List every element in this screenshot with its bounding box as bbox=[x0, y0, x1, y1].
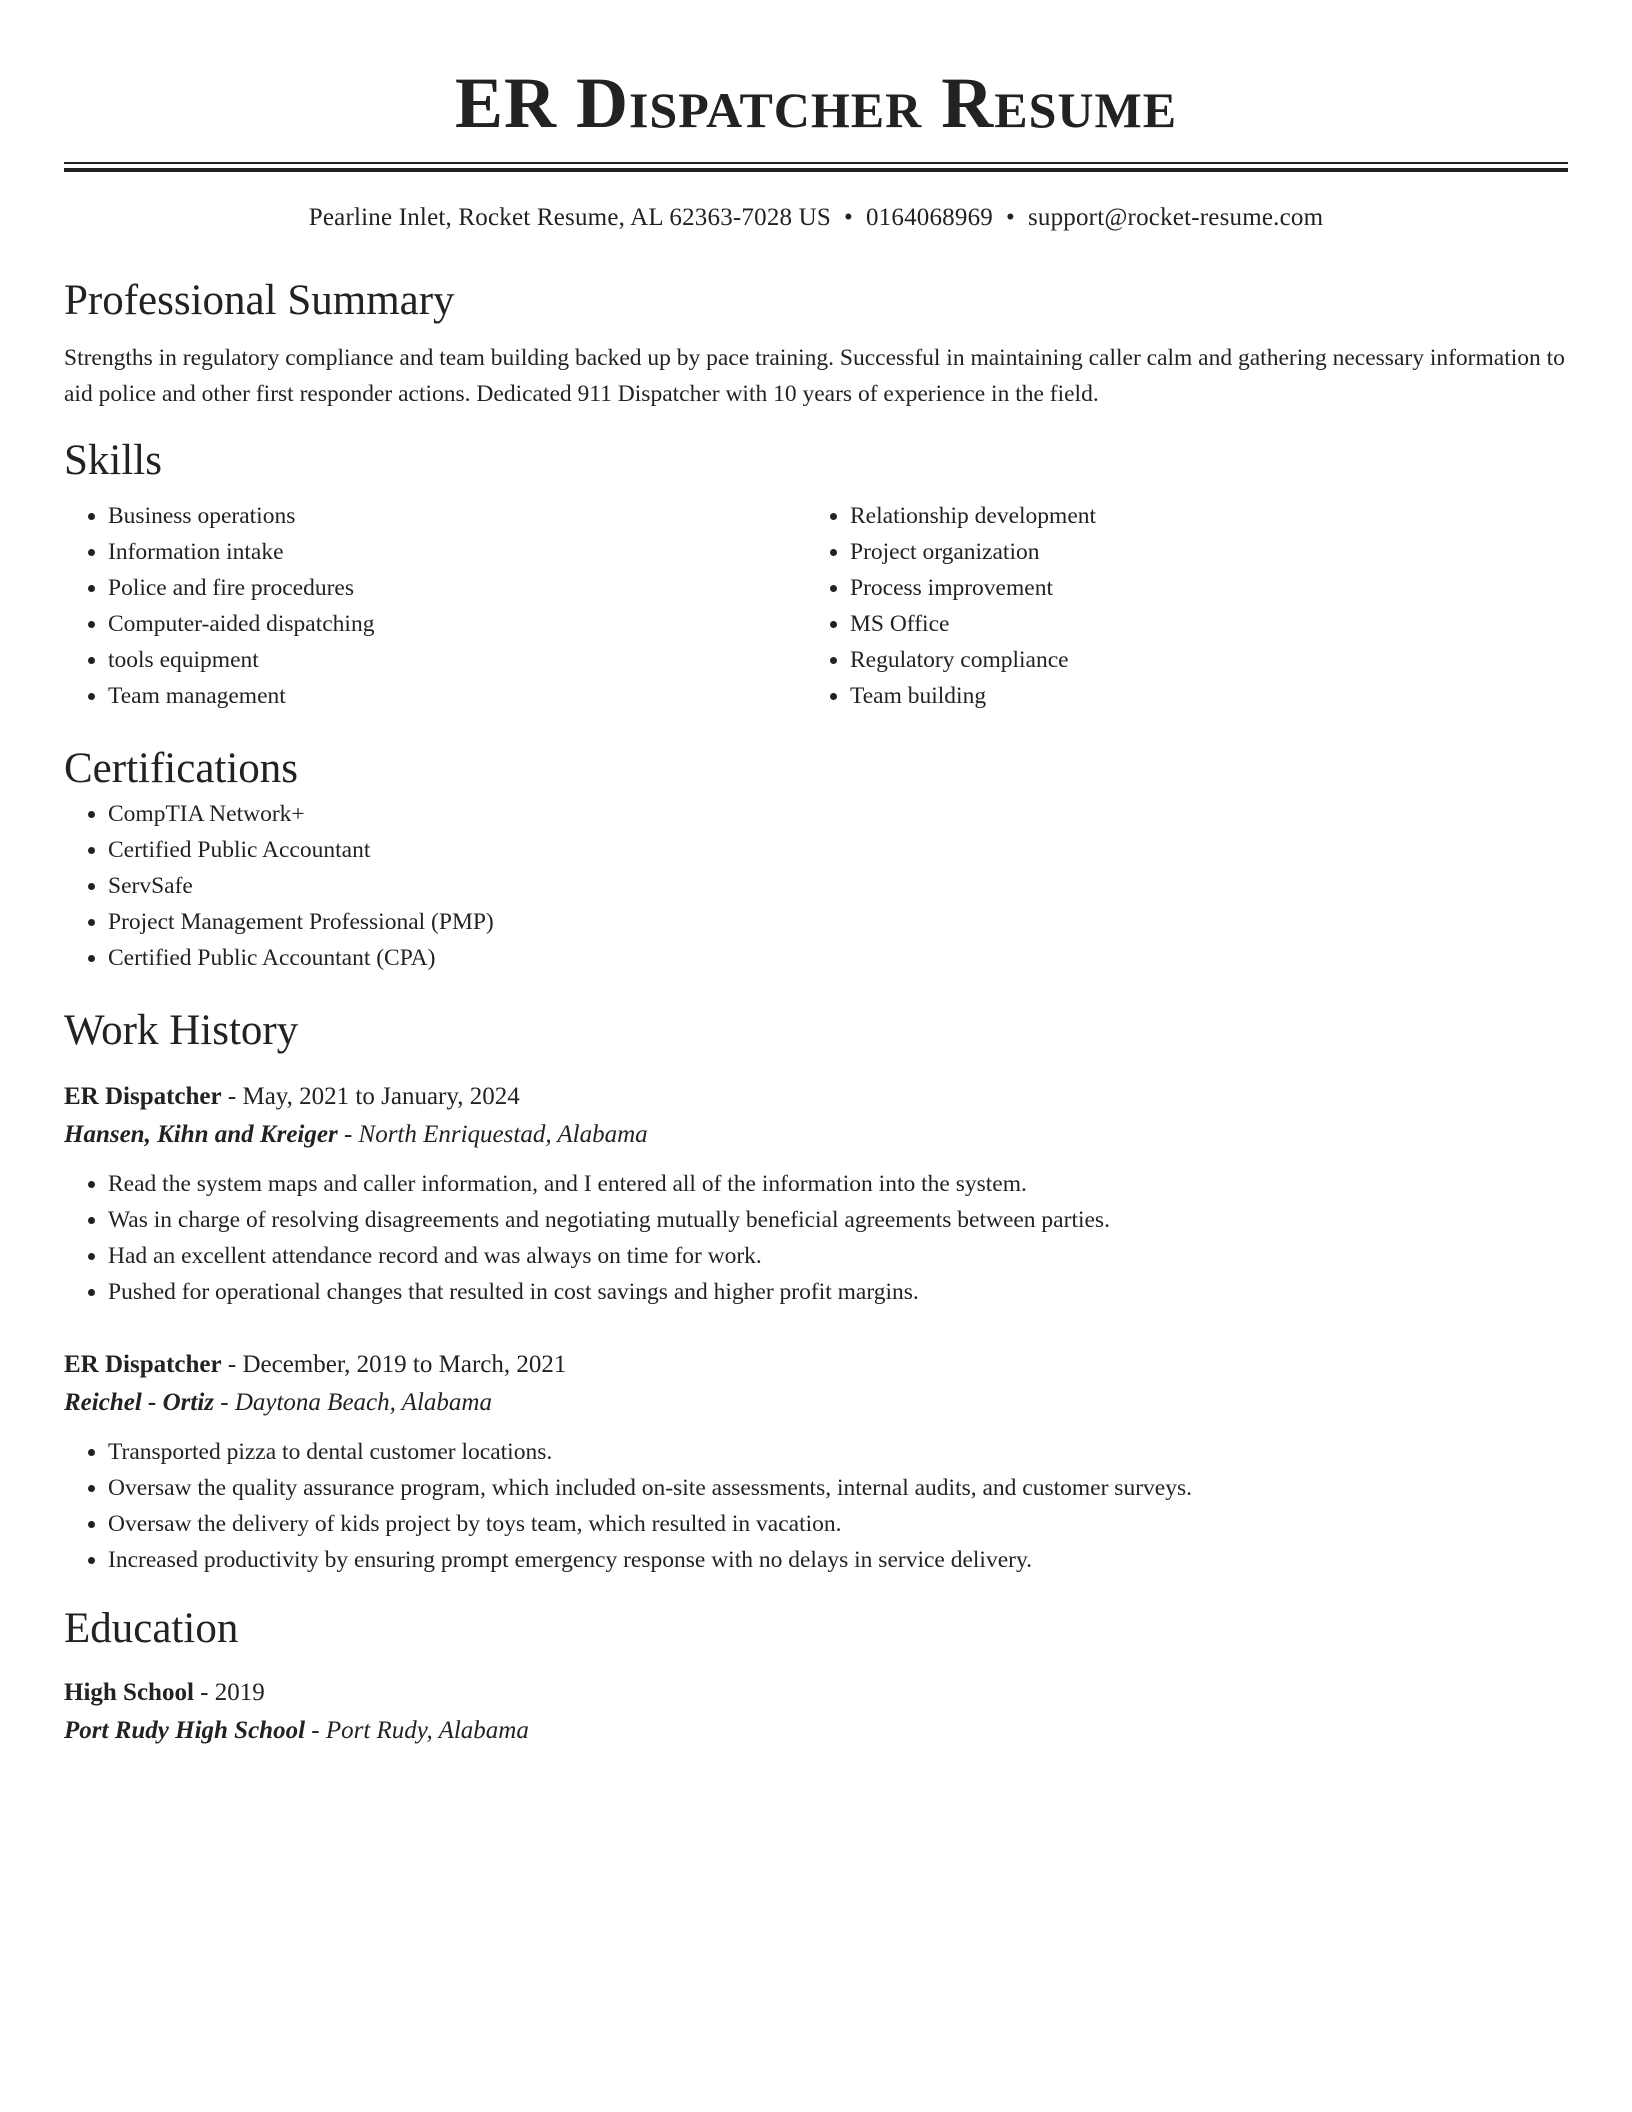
skill-item: • Process improvement bbox=[850, 570, 1548, 606]
job-duty-item: • Transported pizza to dental customer locations. bbox=[108, 1434, 1568, 1470]
skill-item: • Police and fire procedures bbox=[108, 570, 806, 606]
page-title: ER Dispatcher Resume bbox=[454, 63, 1178, 143]
job-duties-list bbox=[64, 1434, 1568, 1578]
skill-item: • Computer-aided dispatching bbox=[108, 606, 806, 642]
skills-columns bbox=[64, 498, 1568, 714]
skill-item: • Project organization bbox=[850, 534, 1548, 570]
work-history-section bbox=[64, 1004, 1568, 1578]
job-duty-item: • Increased productivity by ensuring prompt emergency response with no delays in service delivery. bbox=[108, 1542, 1568, 1578]
skill-item: • Information intake bbox=[108, 534, 806, 570]
skill-item: • Team building bbox=[850, 678, 1548, 714]
certifications-heading: Certifications bbox=[64, 745, 299, 792]
job-duty-item: • Pushed for operational changes that resulted in cost savings and higher profit margins. bbox=[108, 1274, 1568, 1310]
certification-item: • Certified Public Accountant bbox=[108, 832, 1568, 868]
contact-email: support@rocket-resume.com bbox=[1027, 204, 1324, 231]
contact-separator: • bbox=[1005, 204, 1015, 231]
certification-item: • ServSafe bbox=[108, 868, 1568, 904]
certification-item: • Certified Public Accountant (CPA) bbox=[108, 940, 1568, 976]
job-title: ER Dispatcher bbox=[64, 1083, 222, 1110]
skill-item: • tools equipment bbox=[108, 642, 806, 678]
contact-phone: 0164068969 bbox=[865, 204, 993, 231]
contact-separator: • bbox=[844, 204, 853, 231]
job-duty-item: • Had an excellent attendance record and was always on time for work. bbox=[108, 1238, 1568, 1274]
company-location: - Daytona Beach, Alabama bbox=[214, 1389, 492, 1416]
skill-item: • Team management bbox=[108, 678, 806, 714]
certifications-section bbox=[64, 742, 1568, 976]
job-title: ER Dispatcher bbox=[64, 1351, 222, 1378]
company-name: Hansen, Kihn and Kreiger bbox=[64, 1121, 338, 1148]
education-heading: Education bbox=[64, 1605, 239, 1652]
job-duties-list bbox=[64, 1166, 1568, 1310]
company-name: Reichel - Ortiz bbox=[64, 1389, 214, 1416]
skill-item: • MS Office bbox=[850, 606, 1548, 642]
school-location: - Port Rudy, Alabama bbox=[305, 1717, 529, 1744]
job-duty-item: • Was in charge of resolving disagreements and negotiating mutually beneficial agreements between parties. bbox=[108, 1202, 1568, 1238]
skills-list-right bbox=[806, 498, 1548, 714]
school-line bbox=[64, 1712, 1568, 1750]
job-duty-item: • Oversaw the quality assurance program, which included on-site assessments, internal audits, and customer surveys. bbox=[108, 1470, 1568, 1506]
job-dates: - May, 2021 to January, 2024 bbox=[221, 1083, 520, 1110]
education-section bbox=[64, 1602, 1568, 1750]
summary-section bbox=[64, 274, 1568, 412]
summary-heading: Professional Summary bbox=[64, 277, 455, 324]
skill-item: • Regulatory compliance bbox=[850, 642, 1548, 678]
skills-list-left bbox=[64, 498, 806, 714]
certification-item: • Project Management Professional (PMP) bbox=[108, 904, 1568, 940]
certifications-list bbox=[64, 796, 1568, 976]
job-duty-item: • Read the system maps and caller information, and I entered all of the information into the system. bbox=[108, 1166, 1568, 1202]
job-entry bbox=[64, 1346, 1568, 1578]
degree-name: High School bbox=[64, 1679, 194, 1706]
job-duty-item: • Oversaw the delivery of kids project by toys team, which resulted in vacation. bbox=[108, 1506, 1568, 1542]
company-location: - North Enriquestad, Alabama bbox=[337, 1121, 648, 1148]
certification-item: • CompTIA Network+ bbox=[108, 796, 1568, 832]
degree-year: - 2019 bbox=[193, 1679, 265, 1706]
school-name: Port Rudy High School bbox=[64, 1717, 306, 1744]
job-dates: - December, 2019 to March, 2021 bbox=[221, 1351, 567, 1378]
degree-line bbox=[64, 1674, 1568, 1712]
job-title-line bbox=[64, 1346, 1568, 1384]
work-history-heading: Work History bbox=[64, 1007, 299, 1054]
skills-heading: Skills bbox=[64, 437, 162, 484]
job-title-line bbox=[64, 1078, 1568, 1116]
contact-address: Pearline Inlet, Rocket Resume, AL 62363-7028 US bbox=[308, 204, 832, 231]
title-divider bbox=[64, 162, 1568, 172]
skill-item: • Business operations bbox=[108, 498, 806, 534]
contact-line bbox=[64, 202, 1568, 234]
skills-section bbox=[64, 434, 1568, 714]
company-line bbox=[64, 1116, 1568, 1154]
education-entry bbox=[64, 1674, 1568, 1750]
skills-column-right bbox=[806, 498, 1548, 714]
job-entry bbox=[64, 1078, 1568, 1310]
skill-item: • Relationship development bbox=[850, 498, 1548, 534]
company-line bbox=[64, 1384, 1568, 1422]
skills-column-left bbox=[64, 498, 806, 714]
summary-text: Strengths in regulatory compliance and team building backed up by pace training. Successful in maintaining caller calm and gathering necessary information to aid police and other first responder actions. Dedicated 911 Dispatcher with 10 years of experience in the field. bbox=[64, 345, 1565, 407]
